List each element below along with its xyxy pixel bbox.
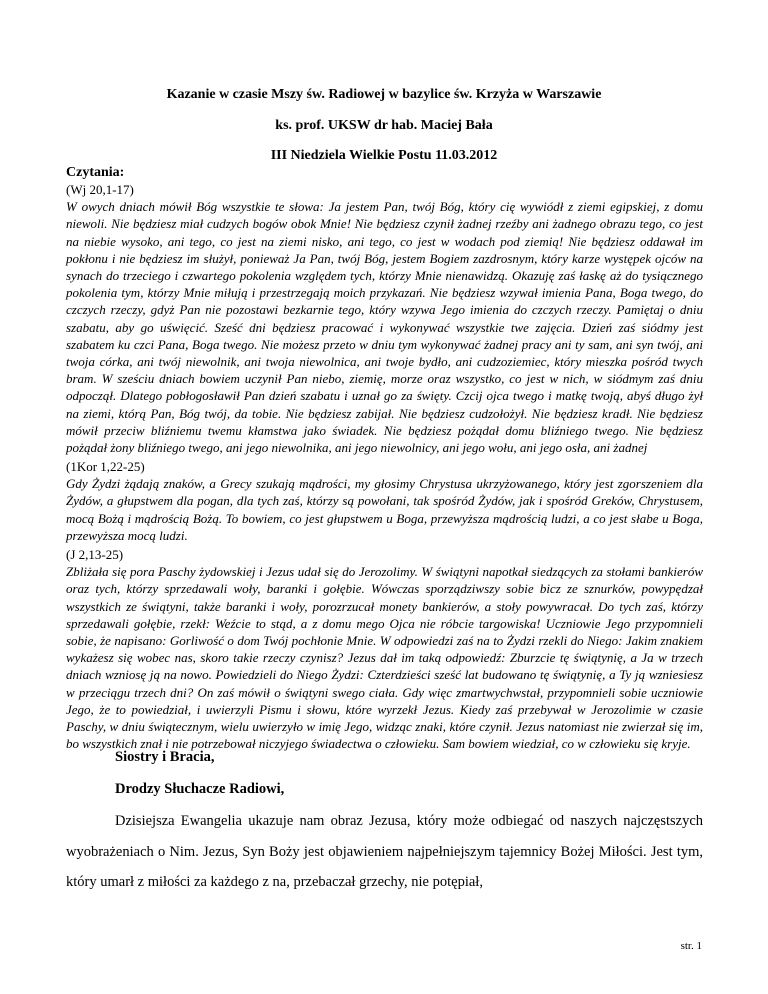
reading-ref-3: (J 2,13-25): [66, 547, 124, 562]
reading-ref-2: (1Kor 1,22-25): [66, 459, 145, 474]
sermon-body: [66, 806, 703, 898]
reading-block-2: [66, 458, 703, 544]
greeting-listeners: Drodzy Słuchacze Radiowi,: [115, 781, 285, 797]
reading-text-2: Gdy Żydzi żądają znaków, a Grecy szukają mądrości, my głosimy Chrystusa ukrzyżowanego, który jest zgorszeniem dla Żydów, a głupstwem dla pogan, dla tych zaś, którzy są powołani, tak spośród Żydów, jak i spośród Greków, Chrystusem, mocą Bożą i mądrością Bożą. To bowiem, co jest głupstwem u Boga, przewyższa mądrością ludzi, a co jest słabe u Boga, przewyższa mocą ludzi.: [66, 476, 703, 543]
reading-text-3: Zbliżała się pora Paschy żydowskiej i Jezus udał się do Jerozolimy. W świątyni napotkał siedzących za stołami bankierów oraz tych, którzy sprzedawali woły, baranki i gołębie. Wówczas sporządziwszy sobie bicz ze sznurków, powypędzał wszystkich ze świątyni, także baranki i woły, porozrzucał monety bankierów, a stoły powywracał. Do tych zaś, którzy sprzedawali gołębie, rzekł: Weźcie to stąd, a z domu mego Ojca nie róbcie targowiska! Uczniowie Jego przypomnieli sobie, że napisano: Gorliwość o dom Twój pochłonie Mnie. W odpowiedzi zaś na to Żydzi rzekli do Niego: Jakim znakiem wykażesz się wobec nas, skoro takie rzeczy czynisz? Jezus dał im taką odpowiedź: Zburzcie tę świątynię, a Ja w trzech dniach wzniosę ją na nowo. Powiedzieli do Niego Żydzi: Czterdzieści sześć lat budowano tę świątynię, a Ty ją wzniesiesz w przeciągu trzech dni? On zaś mówił o świątyni swego ciała. Gdy więc zmartwychwstał, przypomnieli sobie uczniowie Jego, że to powiedział, i uwierzyli Pismu i słowu, które wyrzekł Jezus. Kiedy zaś przebywał w Jerozolimie w czasie Paschy, w dniu świątecznym, wielu uwierzyło w imię Jego, widząc znaki, które czynił. Jezus natomiast nie zwierzał się im, bo wszystkich znał i nie potrzebował niczyjego świadectwa o człowieku. Sam bowiem wiedział, co w człowieku się kryje.: [66, 564, 703, 752]
greeting-siblings: Siostry i Bracia,: [115, 749, 215, 765]
readings-section: [66, 164, 703, 456]
sermon-paragraph: Dzisiejsza Ewangelia ukazuje nam obraz Jezusa, który może odbiegać od naszych najczęstszych wyobrażeniach o Nim. Jezus, Syn Boży jest objawieniem najpełniejszym tajemnicy Bożej Miłości. Jest tym, który umarł z miłości za każdego z na, przebaczał grzechy, nie potępiał,: [66, 813, 703, 890]
readings-label: Czytania:: [66, 165, 125, 180]
sermon-title: Kazanie w czasie Mszy św. Radiowej w bazylice św. Krzyża w Warszawie: [166, 87, 602, 102]
author-line: ks. prof. UKSW dr hab. Maciej Bała: [275, 118, 493, 133]
page-number: str. 1: [680, 940, 702, 952]
date-line: III Niedziela Wielkie Postu 11.03.2012: [270, 148, 498, 163]
reading-ref-1: (Wj 20,1-17): [66, 182, 134, 197]
reading-block-3: [66, 546, 703, 752]
reading-text-1: W owych dniach mówił Bóg wszystkie te słowa: Ja jestem Pan, twój Bóg, który cię wywiódł z ziemi egipskiej, z domu niewoli. Nie będziesz miał cudzych bogów obok Mnie! Nie będziesz czynił żadnej rzeźby ani żadnego obrazu tego, co jest na niebie wysoko, ani tego, co jest na ziemi nisko, ani tego, co jest w wodach pod ziemią! Nie będziesz oddawał im pokłonu i nie będziesz im służył, ponieważ Ja Pan, twój Bóg, jestem Bogiem zazdrosnym, który karze występek ojców na synach do trzeciego i czwartego pokolenia względem tych, którzy Mnie nienawidzą. Okazuję zaś łaskę aż do tysiącznego pokolenia tym, którzy Mnie miłują i przestrzegają moich przykazań. Nie będziesz wzywał imienia Pana, Boga twego, do czczych rzeczy, gdyż Pan nie pozostawi bezkarnie tego, który wzywa Jego imienia do czczych rzeczy. Pamiętaj o dniu szabatu, aby go uświęcić. Sześć dni będziesz pracować i wykonywać wszystkie twe zajęcia. Dzień zaś siódmy jest szabatem ku czci Pana, Boga twego. Nie możesz przeto w dniu tym wykonywać żadnej pracy ani ty sam, ani syn twój, ani twoja córka, ani twój niewolnik, ani twoja niewolnica, ani twoje bydło, ani cudzoziemiec, który mieszka pośród twych bram. W sześciu dniach bowiem uczynił Pan niebo, ziemię, morze oraz wszystko, co jest w nich, w siódmym zaś dniu odpoczął. Dlatego pobłogosławił Pan dzień szabatu i uznał go za święty. Czcij ojca twego i matkę twoją, abyś długo żył na ziemi, którą Pan, Bóg twój, da tobie. Nie będziesz zabijał. Nie będziesz cudzołożył. Nie będziesz kradł. Nie będziesz mówił przeciw bliźniemu twemu kłamstwa jako świadek. Nie będziesz pożądał domu bliźniego twego. Nie będziesz pożądał żony bliźniego twego, ani jego niewolnika, ani jego niewolnicy, ani jego wołu, ani jego osła, ani żadnej: [66, 199, 703, 456]
